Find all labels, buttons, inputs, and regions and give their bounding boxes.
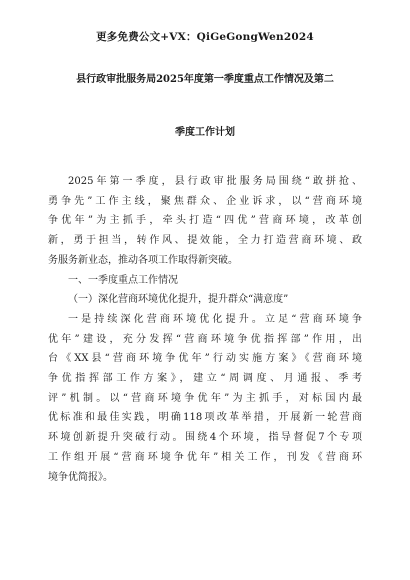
detail-line: 优年”建设，充分发挥“营商环境争优指挥部”作用，出 [48, 333, 362, 345]
detail-line: 环境创新提升突破行动。围绕4个环境，指导督促7个专项 [48, 432, 362, 444]
document-title-line-2: 季度工作计划 [175, 127, 235, 138]
subsection-heading: （一）深化营商环境优化提升，提升群众“满意度” [68, 294, 289, 306]
detail-line: 一是持续深化营商环境优化提升。立足“营商环境争 [68, 313, 362, 325]
document-body [48, 172, 362, 487]
intro-line: 新，勇于担当，转作风、提效能，全力打造营商环境、政 [48, 235, 362, 247]
watermark-header: 更多免费公文+VX：QiGeGongWen2024 [96, 31, 314, 43]
intro-line: 2025年第一季度，县行政审批服务局围绕“敢拼抢、 [68, 176, 362, 187]
intro-line: 勇争先”工作主线，聚焦群众、企业诉求，以“营商环境 [48, 195, 362, 207]
detail-line: 评”机制。以“营商环境争优年”为主抓手，对标国内最 [48, 392, 362, 404]
document-title-line-1: 县行政审批服务局2025年度第一季度重点工作情况及第二 [76, 74, 334, 85]
detail-line: 台《XX县“营商环境争优年”行动实施方案》《营商环境 [48, 353, 362, 365]
detail-paragraph [48, 310, 362, 487]
detail-line: 境争优简报》。 [48, 471, 113, 483]
detail-line: 争优指挥部工作方案》，建立“周调度、月通报、季考 [48, 373, 362, 385]
section-heading: 一、一季度重点工作情况 [68, 274, 178, 286]
detail-line: 工作组开展“营商环境争优年”相关工作，刊发《营商环 [48, 451, 362, 463]
intro-line: 争优年”为主抓手，牵头打造“四优”营商环境，改革创 [48, 215, 362, 227]
intro-line: 务服务新业态，推动各项工作取得新突破。 [48, 254, 238, 266]
intro-paragraph [48, 172, 362, 271]
detail-line: 优标准和最佳实践，明确118项改革举措，开展新一轮营商 [48, 412, 362, 424]
